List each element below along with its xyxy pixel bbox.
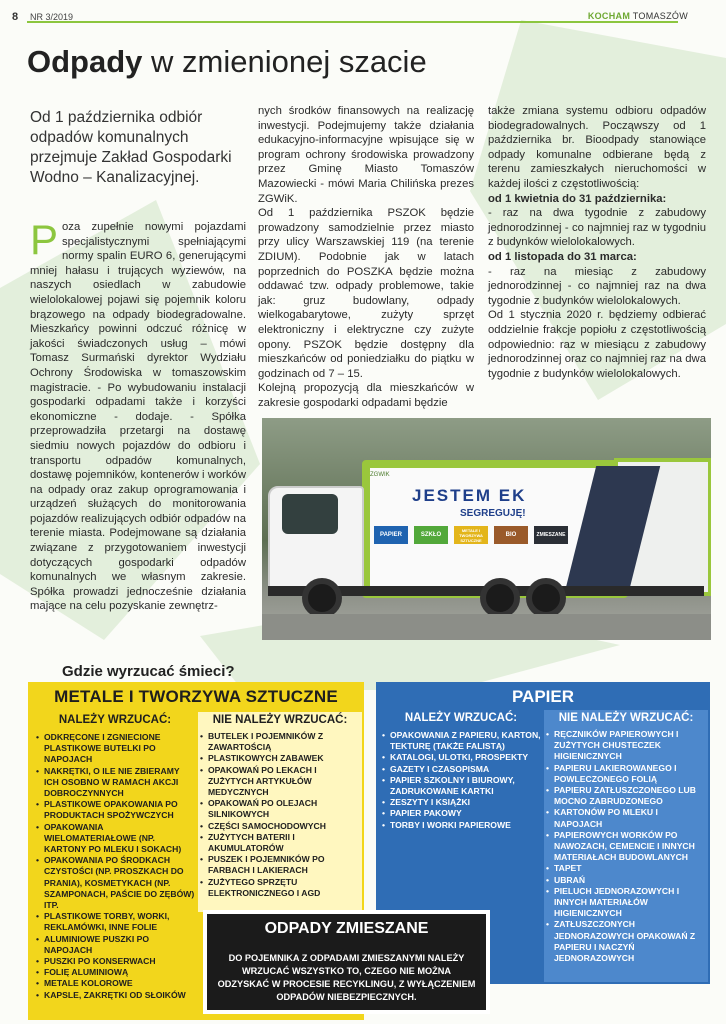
- article-column-3: [488, 104, 706, 381]
- metale-yes-item: • OPAKOWANIA WIELOMATERIAŁOWE (NP. KARTONY PO MLEKU I SOKACH): [44, 822, 196, 856]
- heading-1-text: od 1 kwietnia do 31 października: [488, 192, 663, 205]
- papier-yes-item: • KATALOGI, ULOTKI, PROSPEKTY: [390, 752, 542, 763]
- article-lead: Od 1 października odbiór odpadów komunalnych przejmuje Zakład Gospodarki Wodno – Kanalizacyjnej.: [30, 109, 232, 186]
- papier-yes-item: • GAZETY I CZASOPISMA: [390, 764, 542, 775]
- papier-no-item: • PIELUCH JEDNORAZOWYCH I INNYCH MATERIAŁÓW HIGIENICZNYCH: [554, 886, 708, 920]
- column-3-paragraph-1: także zmiana systemu odbioru odpadów biodegradowalnych. Począwszy od 1 października br. Bioodpady stanowiące odpady komunalne odbierane będą z terenu zamieszkałych nieruchomości w każdej ilości z częstotliwością:: [488, 105, 706, 190]
- bin-metale: METALE I TWORZYWA SZTUCZNE: [454, 526, 488, 544]
- metale-yes-item: • PLASTIKOWE TORBY, WORKI, REKLAMÓWKI, INNE FOLIE: [44, 911, 196, 933]
- garbage-truck-photo: [262, 418, 711, 640]
- column-3-paragraph-4: Od 1 stycznia 2020 r. będziemy odbierać oddzielnie frakcje popiołu z częstotliwością odpowiednio: raz w miesiącu z zabudowy jednorodzinnej oraz co najmniej raz na dwa tygodnie z budynków wielolokalowych.: [488, 309, 706, 380]
- wheel-front: [302, 578, 342, 618]
- papier-no-item: • ZATŁUSZCZONYCH JEDNORAZOWYCH OPAKOWAŃ Z PAPIERU I NACZYŃ JEDNORAZOWYCH: [554, 919, 708, 964]
- column-2-paragraph-2: Od 1 października PSZOK będzie prowadzony samodzielnie przez miasto przy ulicy Warszawskiej 119 (na terenie ZDIUM). Podobnie jak w latach poprzednich do POSZKA będzie można oddawać tzw. odpady problemowe, takie jak: gruz budowlany, odpady wielkogabarytowe, zużyty sprzęt elektroniczny i elektryczne czy zużyte opony. PSZOK będzie dostępny dla mieszkańców od poniedziałku do piątku w godzinach od 7 – 15.: [258, 207, 474, 380]
- metale-no-item: • OPAKOWAŃ PO LEKACH I ZUŻYTYCH ARTYKUŁÓW MEDYCZNYCH: [208, 765, 362, 799]
- metale-yes-item: • FOLIĘ ALUMINIOWĄ: [44, 967, 196, 978]
- truck-slogan-sub: SEGREGUJĘ!: [460, 508, 526, 519]
- papier-no-item: • KARTONÓW PO MLEKU I NAPOJACH: [554, 807, 708, 829]
- metale-no-item: • CZĘŚCI SAMOCHODOWYCH: [208, 821, 362, 832]
- metale-yes-item: • ALUMINIOWE PUSZKI PO NAPOJACH: [44, 934, 196, 956]
- papier-title: PAPIER: [511, 687, 575, 706]
- papier-yes-list: [380, 730, 542, 831]
- column-3-paragraph-3: - raz na miesiąc z zabudowy jednorodzinnej - co najmniej raz na dwa tygodnie z budynków wielolokalowych.: [488, 265, 706, 307]
- heading-1-colon: :: [662, 192, 667, 205]
- metale-yes-item: • KAPSLE, ZAKRĘTKI OD SŁOIKÓW: [44, 990, 196, 1001]
- page-number: 8: [12, 11, 19, 23]
- papier-no-title: NIE NALEŻY WRZUCAĆ:: [558, 712, 694, 724]
- header-rule: [27, 21, 678, 23]
- metale-yes-item: • ODKRĘCONE I ZGNIECIONE PLASTIKOWE BUTELKI PO NAPOJACH: [44, 732, 196, 766]
- metale-no-item: • ZUŻYTEGO SPRZĘTU ELEKTRONICZNEGO I AGD: [208, 877, 362, 899]
- column-3-paragraph-2: - raz na dwa tygodnie z zabudowy jednorodzinnej - co najmniej raz w tygodniu z budynków wielolokalowych.: [488, 207, 706, 249]
- column-3-heading-1: [488, 192, 706, 207]
- truck-window: [282, 494, 338, 534]
- papier-no-column: [544, 710, 708, 982]
- metale-no-item: • PUSZEK I POJEMNIKÓW PO FARBACH I LAKIERACH: [208, 854, 362, 876]
- metale-title: METALE I TWORZYWA SZTUCZNE: [54, 687, 338, 706]
- metale-yes-column: [34, 714, 196, 1001]
- metale-yes-item: • OPAKOWANIA PO ŚRODKACH CZYSTOŚCI (NP. PROSZKACH DO PRANIA), KOSMETYKACH (NP. SZAMPONACH, PAŚCIE DO ZĘBÓW) ITP.: [44, 855, 196, 911]
- papier-yes-title: NALEŻY WRZUCAĆ:: [404, 712, 518, 724]
- magazine-brand: [588, 11, 688, 21]
- metale-yes-item: • PUSZKI PO KONSERWACH: [44, 956, 196, 967]
- metale-no-item: • BUTELEK I POJEMNIKÓW Z ZAWARTOŚCIĄ: [208, 731, 362, 753]
- metale-no-item: • OPAKOWAŃ PO OLEJACH SILNIKOWYCH: [208, 798, 362, 820]
- wheel-rear: [526, 578, 566, 618]
- truck-logo: ZGWIK: [370, 472, 390, 478]
- metale-no-item: • PLASTIKOWYCH ZABAWEK: [208, 753, 362, 764]
- bin-bio: BIO: [494, 526, 528, 544]
- article-column-2: [258, 104, 474, 410]
- drop-cap: P: [30, 216, 59, 263]
- brand-bold: KOCHAM: [587, 11, 631, 21]
- metale-yes-title: NALEŻY WRZUCAĆ:: [58, 714, 172, 726]
- metale-yes-list: [34, 732, 196, 1001]
- column-2-paragraph-1: nych środków finansowych na realizację inwestycji. Podejmujemy także działania edukacyjno-informacyjne wpisujące się w program ochrony środowiska prowadzony przez Gminę Miasto Tomaszów Mazowiecki - mówi Maria Chilińska prezes ZGWiK.: [258, 105, 474, 205]
- guide-heading: Gdzie wyrzucać śmieci?: [62, 663, 235, 680]
- brand-rest: TOMASZÓW: [630, 11, 688, 21]
- zmieszane-text: DO POJEMNIKA Z ODPADAMI ZMIESZANYMI NALEŻY WRZUCAĆ WSZYSTKO TO, CZEGO NIE MOŻNA ODZYSKAĆ W PROCESIE RECYKLINGU, Z WYŁĄCZENIEM ODPADÓW NIEBEZPIECZNYCH.: [217, 953, 476, 1002]
- metale-no-item: • ZUŻYTYCH BATERII I AKUMULATORÓW: [208, 832, 362, 854]
- zmieszane-box: [203, 910, 490, 1014]
- metale-yes-item: • PLASTIKOWE OPAKOWANIA PO PRODUKTACH SPOŻYWCZYCH: [44, 799, 196, 821]
- heading-2-text: od 1 listopada do 31 marca: [488, 250, 634, 263]
- metale-no-list: [198, 731, 362, 899]
- metale-yes-item: • METALE KOLOROWE: [44, 978, 196, 989]
- papier-no-item: • RĘCZNIKÓW PAPIEROWYCH I ZUŻYTYCH CHUSTECZEK HIGIENICZNYCH: [554, 729, 708, 763]
- papier-yes-column: [380, 712, 542, 831]
- issue-number: NR 3/2019: [30, 12, 74, 22]
- heading-2-colon: :: [633, 250, 637, 263]
- papier-yes-item: • ZESZYTY I KSIĄŻKI: [390, 797, 542, 808]
- papier-no-item: • PAPIERU LAKIEROWANEGO I POWLECZONEGO FOLIĄ: [554, 763, 708, 785]
- truck-slogan-main: JESTEM EK: [412, 486, 527, 505]
- papier-no-item: • UBRAŃ: [554, 875, 708, 886]
- papier-yes-item: • PAPIER SZKOLNY I BIUROWY, ZADRUKOWANE KARTKI: [390, 775, 542, 797]
- wheel-middle: [480, 578, 520, 618]
- papier-no-item: • TAPET: [554, 863, 708, 874]
- column-2-paragraph-3: Kolejną propozycją dla mieszkańców w zakresie gospodarki odpadami będzie: [258, 382, 474, 409]
- road: [262, 614, 711, 640]
- bin-zmieszane: ZMIESZANE: [534, 526, 568, 544]
- papier-yes-item: • TORBY I WORKI PAPIEROWE: [390, 820, 542, 831]
- truck-bin-row: [374, 526, 568, 544]
- papier-no-item: • PAPIEROWYCH WORKÓW PO NAWOZACH, CEMENCIE I INNYCH MATERIAŁACH BUDOWLANYCH: [554, 830, 708, 864]
- papier-no-item: • PAPIERU ZATŁUSZCZONEGO LUB MOCNO ZABRUDZONEGO: [554, 785, 708, 807]
- metale-yes-item: • NAKRĘTKI, O ILE NIE ZBIERAMY ICH OSOBNO W RAMACH AKCJI DOBROCZYNNYCH: [44, 766, 196, 800]
- papier-no-list: [544, 729, 708, 964]
- metale-no-title: NIE NALEŻY WRZUCAĆ:: [212, 714, 348, 726]
- bin-papier: PAPIER: [374, 526, 408, 544]
- article-column-1: [30, 216, 247, 614]
- title-bold: Odpady: [27, 44, 143, 79]
- article-title: [27, 44, 427, 80]
- title-rest: w zmienionej szacie: [142, 44, 427, 79]
- papier-yes-item: • OPAKOWANIA Z PAPIERU, KARTON, TEKTURĘ (TAKŻE FALISTĄ): [390, 730, 542, 752]
- zmieszane-title: ODPADY ZMIESZANE: [264, 920, 429, 937]
- metale-no-column: [198, 712, 362, 912]
- column-1-text: oza zupełnie nowymi pojazdami specjalistycznymi spełniającymi normy spalin EURO 6, generującymi mniej hałasu i trujących wyziewów, na naszych osiedlach w zabudowie wielolokalowej pojawi się pojemnik koloru brązowego na odpady biodegradowalne. Mieszkańcy powinni odczuć różnicę w jakości świadczonych usług – mówi Tomasz Surmański dyrektor Wydziału Ochrony Środowiska w tomaszowskim magistracie. - Po wybudowaniu instalacji gospodarki odpadami także i korzyści ekonomiczne - dodaje. - Spółka przeprowadziła przetargi na dostawę siedmiu nowych pojazdów do odbioru i transportu odpadów komunalnych, dostawę pojemników, kontenerów i worków na odpady oraz zakup oprogramowania i urządzeń służących do monitorowania pojazdów realizujących odbiór odpadów na terenie miasta. Podejmowane są działania związane z przygotowaniem inwestycji dotyczących gospodarki odpadów komunalnych we własnym zakresie. Spółka prowadzi jednocześnie działania mające na celu pozyskanie zewnętrz-: [30, 221, 247, 613]
- bin-szklo: SZKŁO: [414, 526, 448, 544]
- column-3-heading-2: [488, 250, 706, 265]
- papier-yes-item: • PAPIER PAKOWY: [390, 808, 542, 819]
